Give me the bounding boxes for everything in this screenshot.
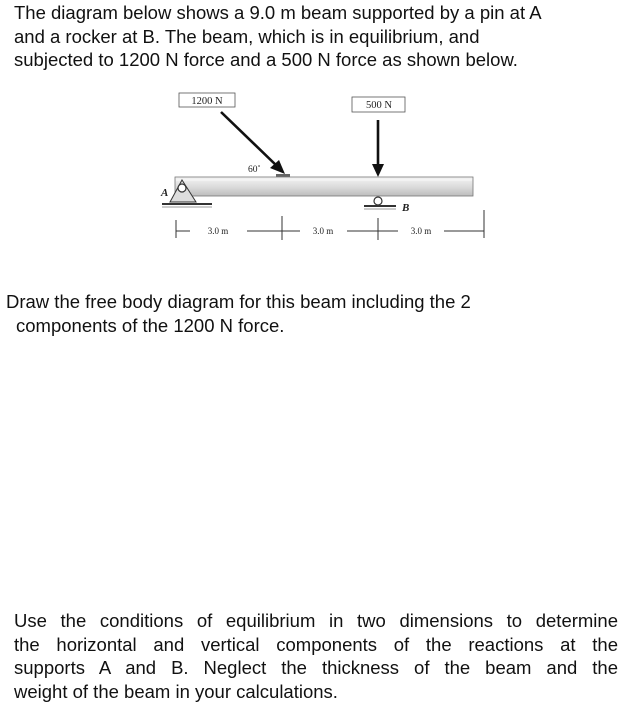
task1-line: components of the 1200 N force.: [6, 314, 606, 338]
angle-label: 60˚: [248, 164, 261, 175]
intro-line: and a rocker at B. The beam, which is in equilibrium, and: [14, 25, 614, 49]
task-free-body: [6, 290, 606, 337]
task2-line: the horizontal and vertical components of the reactions at the: [14, 633, 618, 657]
task2-line: supports A and B. Neglect the thickness of the beam and the: [14, 656, 618, 680]
task2-line: weight of the beam in your calculations.: [14, 680, 618, 703]
point-b-label: B: [401, 202, 409, 214]
force-1200-arrow: [221, 112, 278, 167]
intro-line: subjected to 1200 N force and a 500 N force as shown below.: [14, 48, 614, 72]
task2-line: Use the conditions of equilibrium in two dimensions to determine: [14, 609, 618, 633]
task1-line: Draw the free body diagram for this beam including the 2: [6, 290, 606, 314]
force-500-arrowhead: [372, 164, 384, 177]
force-contact-plate: [276, 174, 290, 177]
dim-label-2: 3.0 m: [313, 226, 334, 236]
force-1200-label: 1200 N: [191, 96, 223, 107]
pin-a: [178, 184, 186, 192]
task-equilibrium: [14, 609, 618, 703]
force-500-label: 500 N: [366, 100, 392, 111]
intro-line: The diagram below shows a 9.0 m beam supported by a pin at A: [14, 1, 614, 25]
dim-label-1: 3.0 m: [208, 226, 229, 236]
point-a-label: A: [160, 187, 168, 199]
dim-label-3: 3.0 m: [411, 226, 432, 236]
rocker-b: [374, 197, 382, 205]
